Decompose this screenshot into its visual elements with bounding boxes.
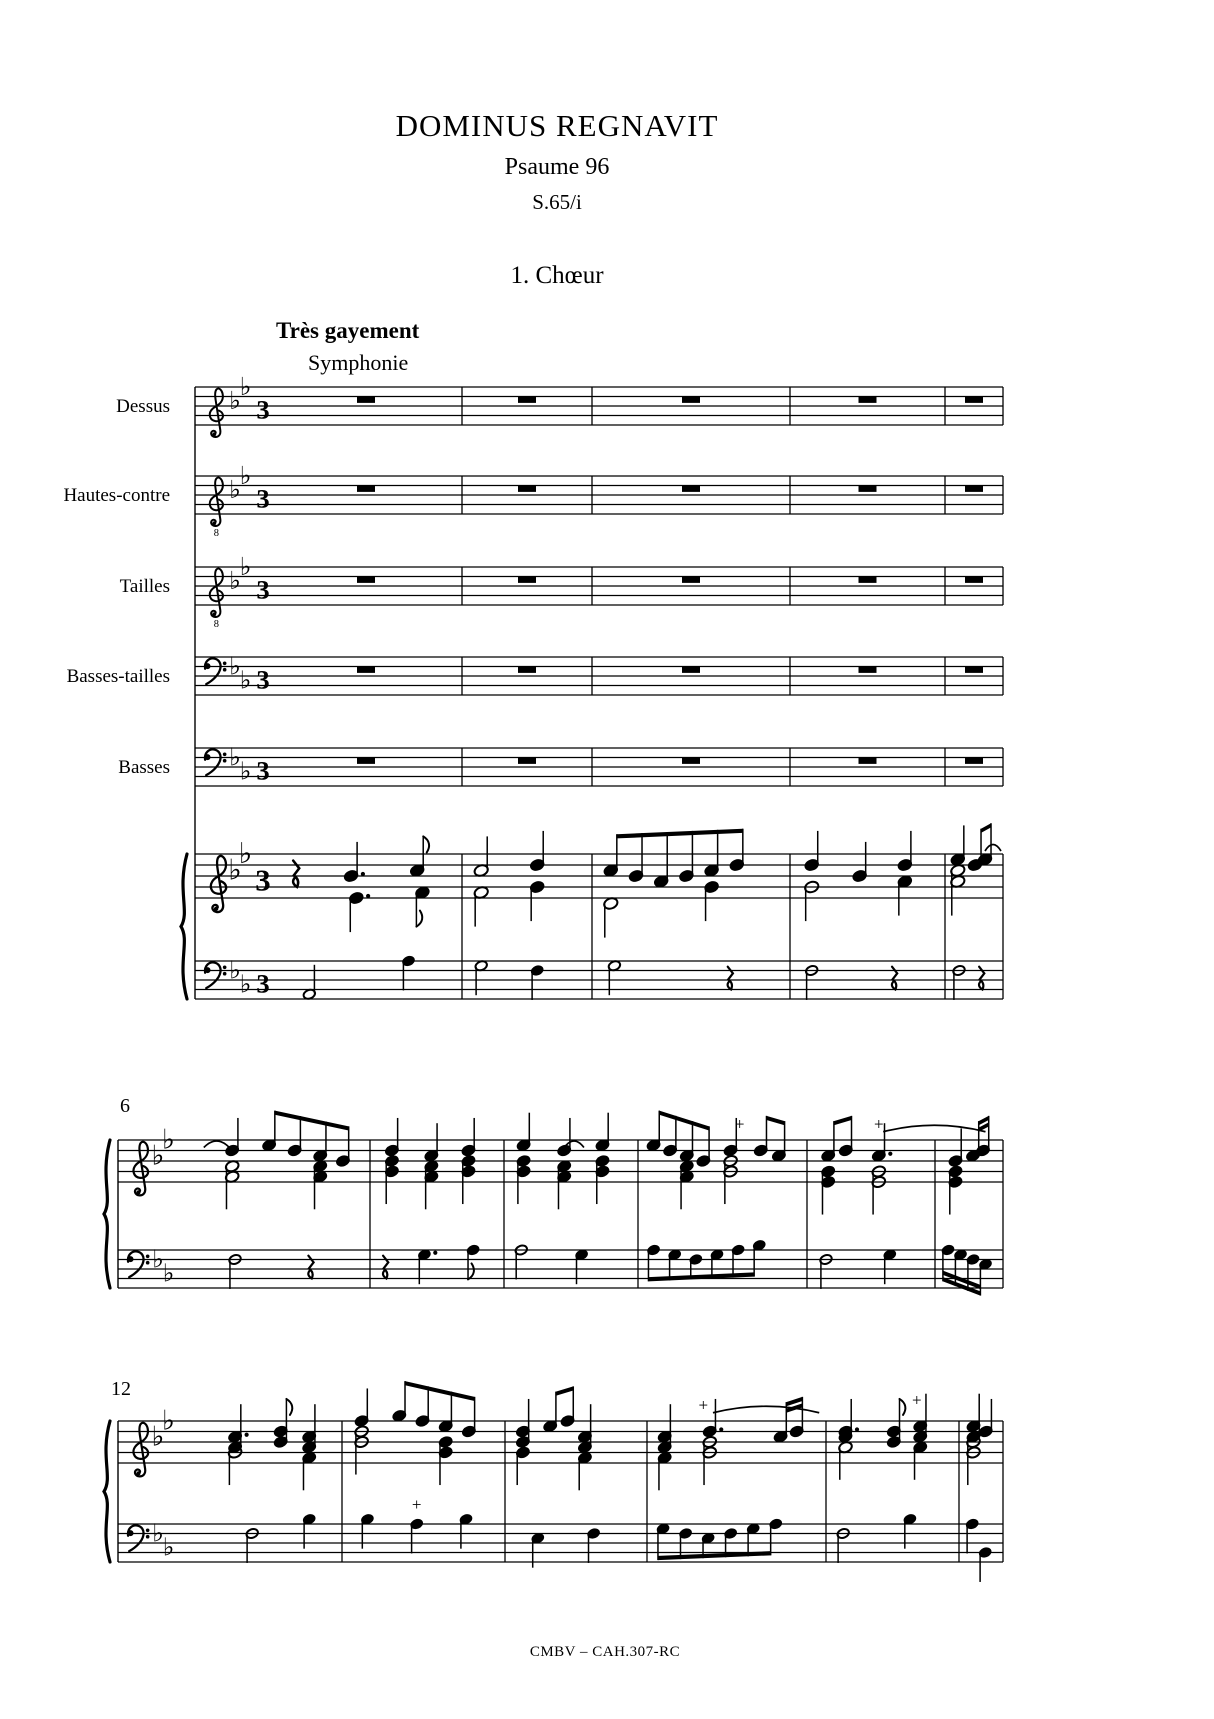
tempo-marking: Très gayement xyxy=(276,318,420,343)
measure xyxy=(966,1394,994,1485)
system-2 xyxy=(104,1095,1003,1296)
brace-icon xyxy=(104,1140,110,1288)
svg-text:12: 12 xyxy=(111,1378,131,1400)
svg-text:♭: ♭ xyxy=(152,1244,164,1274)
svg-text:♭: ♭ xyxy=(239,460,252,490)
page-subtitle: Psaume 96 xyxy=(504,154,610,180)
treble-clef-icon xyxy=(133,1423,148,1477)
system-3 xyxy=(104,1378,1003,1582)
measure xyxy=(302,955,415,1000)
svg-text:♭: ♭ xyxy=(228,852,242,887)
svg-text:3: 3 xyxy=(256,483,270,514)
svg-text:8: 8 xyxy=(213,618,219,630)
svg-text:♭: ♭ xyxy=(229,955,241,985)
measure xyxy=(965,1518,992,1582)
svg-text:3: 3 xyxy=(256,755,270,786)
treble-clef-icon xyxy=(133,1142,148,1196)
svg-text:♭: ♭ xyxy=(239,969,252,999)
measure xyxy=(384,1118,476,1209)
svg-text:3: 3 xyxy=(255,863,271,898)
measure xyxy=(515,1386,593,1490)
svg-text:♭: ♭ xyxy=(151,1140,165,1172)
measure xyxy=(473,831,545,927)
svg-text:♭: ♭ xyxy=(152,1518,164,1548)
svg-text:♭: ♭ xyxy=(229,566,241,596)
treble-clef-icon xyxy=(210,569,223,630)
bass-clef-icon xyxy=(205,749,227,775)
brace-icon xyxy=(181,854,187,999)
staff-basses xyxy=(118,742,1003,786)
treble-clef-icon xyxy=(210,389,223,437)
measure xyxy=(657,1396,819,1491)
bass-clef-icon xyxy=(128,1251,150,1277)
svg-text:Hautes-contre: Hautes-contre xyxy=(63,485,170,506)
keyboard-grand-staff xyxy=(104,1111,1003,1296)
keyboard-grand-staff xyxy=(104,1381,1003,1582)
measure xyxy=(227,1399,317,1490)
svg-text:♭: ♭ xyxy=(239,371,252,401)
svg-text:♭: ♭ xyxy=(229,651,241,681)
measure xyxy=(838,1390,928,1480)
catalog-number: S.65/i xyxy=(532,190,582,214)
svg-text:♭: ♭ xyxy=(151,1421,165,1453)
svg-text:+: + xyxy=(874,1114,884,1134)
keyboard-grand-staff xyxy=(181,823,1003,1000)
measure xyxy=(646,1111,787,1210)
measure xyxy=(950,823,1001,915)
measure xyxy=(603,829,745,938)
svg-text:♭: ♭ xyxy=(162,1124,175,1156)
svg-text:Basses-tailles: Basses-tailles xyxy=(66,666,170,687)
svg-text:Tailles: Tailles xyxy=(119,576,170,597)
svg-text:♭: ♭ xyxy=(229,742,241,772)
svg-text:Basses: Basses xyxy=(118,757,170,778)
measure xyxy=(952,964,984,1000)
svg-text:+: + xyxy=(734,1114,745,1134)
svg-text:+: + xyxy=(912,1390,922,1410)
brace-icon xyxy=(104,1421,110,1562)
staff-dessus xyxy=(116,372,1003,437)
staff-basses-tailles xyxy=(67,651,1003,695)
bass-clef-icon xyxy=(205,962,227,988)
svg-text:3: 3 xyxy=(256,574,270,605)
measure xyxy=(245,1513,316,1563)
staff-hautes-contre xyxy=(63,461,1003,539)
measure xyxy=(228,1253,314,1289)
bass-clef-icon xyxy=(128,1525,150,1551)
svg-text:♭: ♭ xyxy=(239,756,252,786)
movement-title: 1. Chœur xyxy=(510,262,604,289)
svg-text:6: 6 xyxy=(120,1095,130,1117)
svg-text:♭: ♭ xyxy=(162,1258,175,1288)
page-title: DOMINUS REGNAVIT xyxy=(395,108,719,143)
svg-text:3: 3 xyxy=(256,664,270,695)
page-footer: CMBV – CAH.307-RC xyxy=(529,1644,681,1660)
svg-text:3: 3 xyxy=(256,394,270,425)
measure xyxy=(354,1381,477,1485)
svg-text:♭: ♭ xyxy=(162,1405,175,1437)
treble-clef-icon xyxy=(210,478,223,539)
svg-text:♭: ♭ xyxy=(229,475,241,505)
measure xyxy=(836,1513,917,1563)
svg-text:♭: ♭ xyxy=(238,836,253,871)
svg-text:Dessus: Dessus xyxy=(116,396,170,417)
svg-text:♭: ♭ xyxy=(229,386,241,416)
svg-text:+: + xyxy=(698,1395,709,1415)
svg-text:♭: ♭ xyxy=(239,551,252,581)
svg-text:8: 8 xyxy=(213,527,219,539)
measure xyxy=(293,836,430,932)
svg-text:♭: ♭ xyxy=(162,1532,175,1562)
measure xyxy=(805,964,898,1000)
measure xyxy=(647,1239,767,1281)
section-label: Symphonie xyxy=(308,350,409,375)
staff-tailles xyxy=(120,552,1003,630)
system-1 xyxy=(63,372,1003,1000)
svg-text:3: 3 xyxy=(256,968,270,999)
svg-text:♭: ♭ xyxy=(239,665,252,695)
bass-clef-icon xyxy=(205,658,227,684)
measure xyxy=(204,1111,351,1210)
treble-clef-icon xyxy=(211,856,226,912)
svg-text:+: + xyxy=(411,1494,422,1514)
